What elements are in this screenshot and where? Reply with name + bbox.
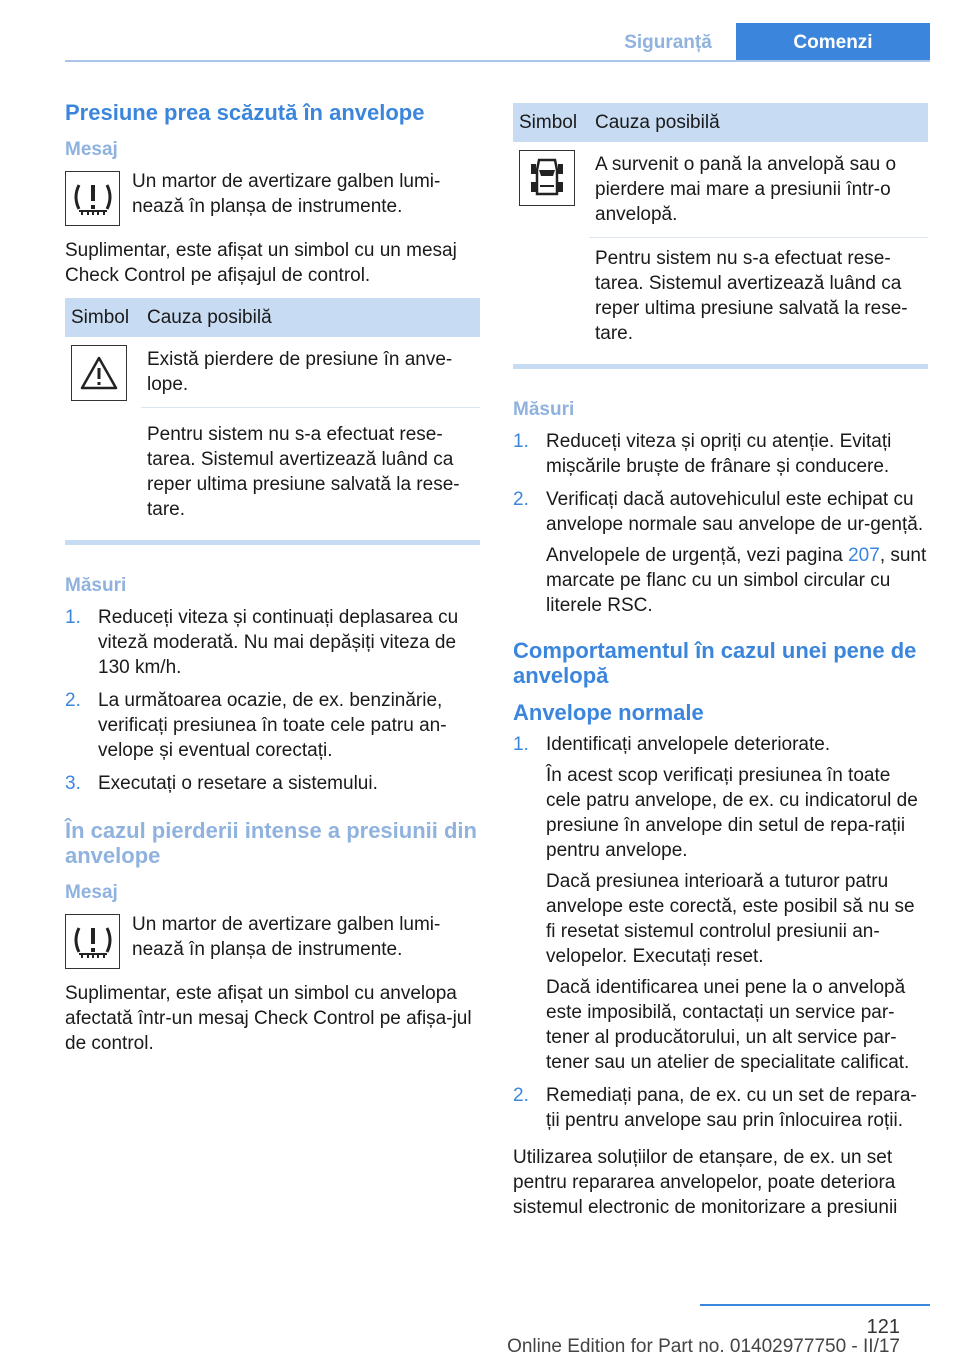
table-end-bar (513, 364, 928, 369)
closing-paragraph: Utilizarea soluțiilor de etanșare, de ex. un set pentru repararea anvelopelor, poate deteriora sistemul electronic de monitorizare a presiunii (513, 1147, 898, 1218)
table-end-bar (65, 540, 480, 545)
list-item: 1. Reduceți viteza și continuați deplasarea cu viteză moderată. Nu mai depășiți viteza de 130 km/h. (65, 607, 459, 678)
section-title-flat-tire: Comportamentul în cazul unei pene de anvelopă (513, 638, 917, 688)
list-item: 2. La următoarea ocazie, de ex. benzinărie, verificați presiunea în toate cele patru an-velope și eventual corectați. (65, 690, 447, 761)
footer-divider (700, 1304, 930, 1306)
list-item: 2. Verificați dacă autovehiculul este echipat cu anvelope normale sau anvelope de ur-gență. Anvelopele de urgență, vezi pagina 207, sunt marcate pe flanc cu un simbol circular cu literele RSC. (513, 489, 927, 616)
message-block (65, 169, 480, 226)
list-item: 1. Identificați anvelopele deteriorate. În acest scop verificați presiunea în toate cele patru anvelope, de ex. cu indicatorul de presiune în anvelope din setul de repa-rații pentru anvelope. Dacă presiunea interioară a tuturor patru anvelope este corectă, este posibil să nu se fi resetat sistemul controlul presiunii an-velopelor. Executați reset. Dacă identificarea unei pene la o anvelopă este imposibilă, contactați un service par-tener al producătorului, un alt service par-tener sau un atelier de specialitate calificat. (513, 734, 918, 1073)
list-item: 2. Remediați pana, de ex. cu un set de repara-ții pentru anvelope sau prin înlocuirea roții. (513, 1085, 917, 1131)
extra-info: Suplimentar, este afișat un simbol cu un mesaj Check Control pe afișajul de control. (65, 240, 457, 286)
measures-list (513, 429, 928, 618)
page-link[interactable]: 207 (848, 545, 880, 566)
car-tire-icon (519, 150, 575, 206)
list-item: 1. Reduceți viteza și opriți cu atenție. Evitați mișcările bruște de frânare și conducere. (513, 431, 892, 477)
table-cell-cause-1: A survenit o pană la anvelopă sau o pierdere mai mare a presiunii într-o anvelopă. (595, 154, 897, 225)
measures-heading: Măsuri (513, 399, 575, 420)
table-header-cause: Cauza posibilă (589, 103, 928, 142)
table-cell-cause-2: Pentru sistem nu s-a efectuat rese-tarea. Sistemul avertizează luând ca reper ultima presiune salvată la rese-tare. (141, 408, 480, 533)
note: Anvelopele de urgență, vezi pagina 207, sunt marcate pe flanc cu un simbol circular cu literele RSC. (546, 545, 927, 616)
running-header-chapter: Comenzi (736, 23, 930, 62)
left-column (65, 100, 480, 1066)
running-header-section: Siguranță (624, 32, 712, 53)
page-number: 121 (866, 1316, 900, 1338)
subsection-title: Anvelope normale (513, 700, 704, 725)
section-title-intense-loss: În cazul pierderii intense a presiunii din anvelope (65, 818, 477, 868)
message-text-2: Un martor de avertizare galben lumi-nează în planșa de instrumente. (132, 914, 441, 960)
table-cell-cause-2: Pentru sistem nu s-a efectuat rese-tarea. Sistemul avertizează luând ca reper ultima presiune salvată la rese-tare. (589, 238, 928, 357)
table-header-cause: Cauza posibilă (141, 298, 480, 337)
table-header-symbol: Simbol (513, 103, 589, 142)
measures-heading: Măsuri (65, 575, 127, 596)
message-text: Un martor de avertizare galben lumi-nează în planșa de instrumente. (132, 171, 441, 217)
steps-list (513, 732, 928, 1133)
edition-text: Online Edition for Part no. 01402977750 - II/17 (507, 1336, 900, 1357)
tire-pressure-warning-icon (65, 171, 120, 226)
measures-list (65, 605, 480, 796)
symbol-table-2 (513, 103, 928, 356)
header-divider (65, 60, 930, 62)
section-title-low-pressure: Presiune prea scăzută în anvelope (65, 100, 425, 125)
symbol-table (65, 298, 480, 532)
list-item: 3. Executați o resetare a sistemului. (65, 773, 378, 794)
right-column (513, 103, 928, 1230)
warning-triangle-icon (71, 345, 127, 401)
table-header-symbol: Simbol (65, 298, 141, 337)
extra-info-2: Suplimentar, este afișat un simbol cu anvelopa afectată într-un mesaj Check Control pe afișa-jul de control. (65, 983, 472, 1054)
message-block-2 (65, 912, 480, 969)
table-cell-cause-1: Există pierdere de presiune în anve-lope. (147, 349, 453, 395)
tire-pressure-warning-icon (65, 914, 120, 969)
message-heading: Mesaj (65, 139, 118, 160)
message-heading-2: Mesaj (65, 882, 118, 903)
